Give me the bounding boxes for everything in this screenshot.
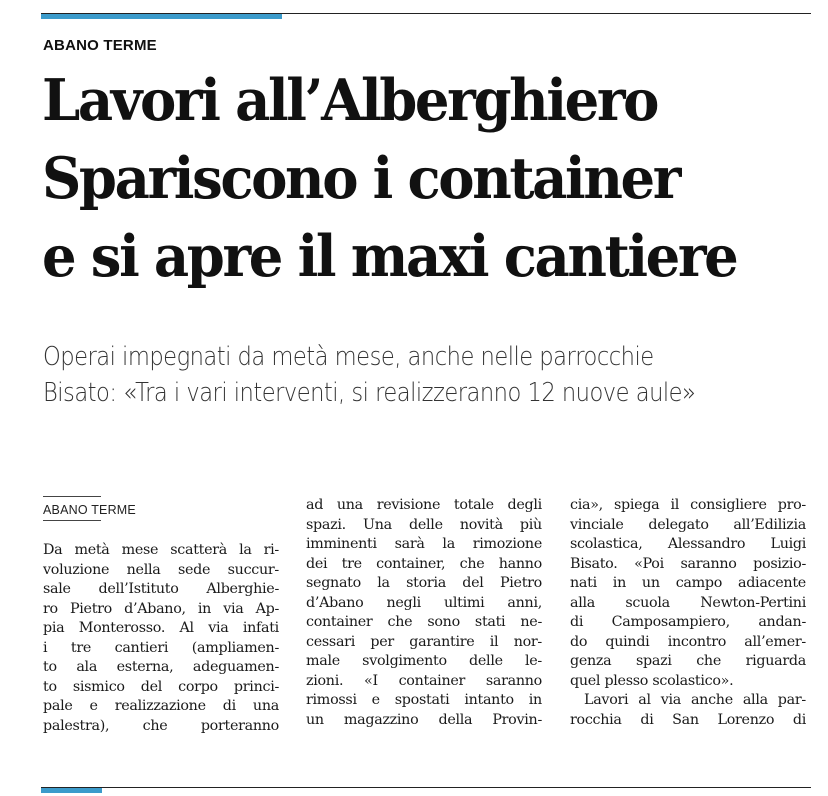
column-1-text (43, 541, 279, 736)
text-line (570, 652, 806, 672)
word: scolastica, (570, 536, 643, 552)
byline-rule-top (43, 496, 101, 497)
word: riguarda (745, 653, 806, 669)
word: to (43, 678, 57, 695)
word: par- (777, 692, 806, 708)
word: alla (570, 594, 595, 611)
word: ri- (263, 542, 279, 558)
word: «I (364, 672, 378, 689)
word: container, (376, 555, 446, 572)
text-line (306, 555, 542, 575)
word: sono (427, 614, 460, 630)
word: succur- (227, 561, 279, 578)
word: dell’Istituto (98, 581, 179, 597)
bottom-rule (41, 787, 811, 788)
word: svolgimento (362, 653, 447, 669)
word: pia (43, 620, 65, 636)
word: metà (74, 542, 110, 558)
text-line (306, 672, 542, 692)
word: in (197, 600, 212, 617)
word: Luigi (770, 536, 806, 552)
word: palestra), (43, 717, 110, 734)
text-line (570, 555, 806, 575)
word: Alessandro (667, 536, 746, 552)
word: adiacente (737, 575, 806, 591)
word: il (670, 497, 680, 513)
article-column-2 (306, 496, 542, 730)
word: spazi (635, 653, 672, 669)
word: ne- (520, 614, 542, 630)
word: in (612, 575, 626, 591)
word: via (208, 620, 229, 636)
text-line (570, 711, 806, 731)
word: degli (507, 497, 542, 513)
word: sismico (72, 678, 125, 695)
article-column-1 (43, 496, 279, 736)
word: porteranno (200, 717, 279, 734)
top-accent-bar (41, 14, 282, 19)
word: campo (675, 575, 723, 591)
word: di (570, 614, 584, 630)
word: scuola (625, 594, 670, 611)
word: esterna, (116, 659, 174, 675)
word: (ampliamen- (191, 639, 279, 656)
word: Al (179, 620, 194, 636)
text-line (43, 639, 279, 659)
word: un (641, 575, 660, 591)
word: spiega (614, 497, 660, 513)
text-line (570, 613, 806, 633)
text-line (43, 678, 279, 698)
word: cantieri (114, 639, 169, 656)
word: negli (386, 594, 421, 611)
byline-rule-bottom (43, 520, 101, 521)
word: incontro (667, 633, 727, 650)
word: male (306, 653, 340, 669)
word: Pietro (69, 600, 112, 617)
text-line: quel plesso scolastico». (570, 672, 734, 689)
word: corpo (178, 678, 218, 695)
word: container (398, 672, 466, 689)
word: delle (469, 653, 503, 669)
byline-location: ABANO TERME (43, 503, 136, 517)
text-line (570, 574, 806, 594)
word: pale (43, 698, 73, 714)
text-line (306, 574, 542, 594)
word: delle (409, 516, 443, 533)
headline-line-1: Lavori all’Alberghiero (42, 67, 658, 134)
word: Lavori (584, 692, 629, 708)
word: posizio- (753, 555, 806, 572)
word: revisione (376, 497, 441, 513)
word: nor- (513, 633, 542, 650)
word: Pietro (499, 575, 542, 591)
word: di (222, 698, 236, 714)
headline-line-2: Spariscono i container (42, 145, 680, 212)
word: San (672, 711, 699, 728)
word: in (528, 692, 542, 708)
word: che (459, 555, 485, 572)
word: via (660, 692, 681, 708)
word: intanto (464, 692, 514, 708)
word: anche (690, 692, 733, 708)
word: genza (570, 653, 612, 669)
word: la (377, 575, 390, 591)
text-line (570, 535, 806, 555)
word: tre (70, 639, 92, 656)
word: quindi (605, 633, 650, 650)
word: «Poi (634, 555, 664, 572)
word: hanno (498, 555, 542, 572)
word: adeguamen- (192, 659, 279, 675)
text-line (43, 697, 279, 717)
word: to (43, 659, 57, 675)
word: che (387, 614, 413, 630)
word: rimossi (306, 692, 357, 708)
word: all’emer- (744, 633, 806, 650)
word: vinciale (570, 516, 624, 533)
text-line (43, 619, 279, 639)
word: tre (341, 555, 362, 572)
article-column-3 (570, 496, 806, 730)
text-line (306, 633, 542, 653)
headline-line-3: e si apre il maxi cantiere (42, 223, 737, 290)
word: Alberghie- (206, 581, 279, 597)
word: e (89, 698, 98, 714)
word: che (142, 717, 168, 734)
text-line (570, 496, 806, 516)
word: d’Abano (306, 594, 364, 611)
word: segnato (306, 575, 361, 591)
word: cia», (570, 497, 603, 513)
text-line (570, 594, 806, 614)
word: ultimi (443, 594, 485, 611)
word: ad (306, 497, 324, 513)
word: le- (525, 653, 542, 669)
word: la (239, 542, 252, 558)
text-line (570, 633, 806, 653)
word: di (640, 711, 654, 728)
word: princi- (233, 678, 279, 695)
word: novità (459, 516, 503, 533)
text-line (43, 561, 279, 581)
word: do (570, 633, 588, 650)
word: al (638, 692, 651, 708)
text-line (43, 580, 279, 600)
word: mese (121, 542, 159, 558)
word: andan- (758, 614, 806, 630)
word: zioni. (306, 672, 344, 689)
word: totale (453, 497, 494, 513)
word: stati (474, 614, 506, 630)
subheadline-line-2: Bisato: «Tra i vari interventi, si realizzeranno 12 nuove aule» (43, 378, 696, 408)
word: Lorenzo (717, 711, 775, 728)
text-line (306, 594, 542, 614)
text-line (43, 658, 279, 678)
text-line (570, 691, 806, 711)
word: di (792, 711, 806, 728)
word: via (223, 600, 244, 617)
word: saranno (680, 555, 737, 572)
text-line (306, 711, 542, 731)
bottom-accent-bar (41, 788, 102, 793)
word: Una (363, 516, 392, 533)
word: anni, (507, 594, 542, 611)
word: voluzione (43, 561, 110, 578)
section-kicker: ABANO TERME (43, 37, 157, 54)
text-line (43, 717, 279, 737)
word: del (462, 575, 484, 591)
headline (42, 62, 787, 296)
word: sede (177, 561, 211, 578)
word: una (252, 698, 279, 714)
word: rimozione (472, 536, 542, 552)
word: alla (742, 692, 768, 708)
subheadline-line-1: Operai impegnati da metà mese, anche nelle parrocchie (43, 342, 654, 372)
word: il (489, 633, 499, 650)
text-line (306, 535, 542, 555)
word: più (519, 516, 542, 533)
word: sale (43, 581, 71, 597)
word: una (336, 497, 363, 513)
word: la (442, 536, 455, 552)
word: garantire (409, 633, 475, 650)
word: del (140, 678, 163, 695)
text-line (43, 541, 279, 561)
word: delegato (648, 516, 709, 533)
word: all’Edilizia (733, 516, 806, 533)
word: imminenti (306, 536, 377, 552)
word: Ap- (255, 600, 279, 617)
word: spazi. (306, 516, 346, 533)
word: i (43, 639, 48, 656)
word: container (306, 614, 373, 630)
word: magazzino (343, 711, 419, 728)
word: consigliere (690, 497, 767, 513)
text-line (43, 600, 279, 620)
word: spostati (394, 692, 450, 708)
word: Da (43, 542, 63, 558)
word: d’Abano, (124, 600, 186, 617)
word: ro (43, 600, 58, 617)
word: cessari (306, 633, 355, 650)
text-line (306, 691, 542, 711)
word: dei (306, 555, 328, 572)
text-line (570, 516, 806, 536)
word: rocchia (570, 711, 622, 728)
word: Camposampiero, (611, 614, 730, 630)
text-line (306, 652, 542, 672)
word: Bisato. (570, 555, 618, 572)
word: nati (570, 575, 597, 591)
word: infati (242, 620, 279, 636)
word: scatterà (170, 542, 228, 558)
word: ala (76, 659, 98, 675)
word: nella (126, 561, 161, 578)
word: per (370, 633, 394, 650)
text-line (306, 516, 542, 536)
text-line (306, 496, 542, 516)
word: sarà (394, 536, 425, 552)
word: Provin- (492, 711, 542, 728)
text-line (306, 613, 542, 633)
word: che (696, 653, 721, 669)
word: realizzazione (114, 698, 206, 714)
word: e (371, 692, 380, 708)
word: Monterosso. (78, 620, 166, 636)
word: storia (406, 575, 446, 591)
subheadline (43, 339, 730, 411)
word: un (306, 711, 324, 728)
word: pro- (777, 497, 806, 513)
word: saranno (485, 672, 542, 689)
word: Newton-Pertini (700, 594, 806, 611)
word: della (438, 711, 473, 728)
